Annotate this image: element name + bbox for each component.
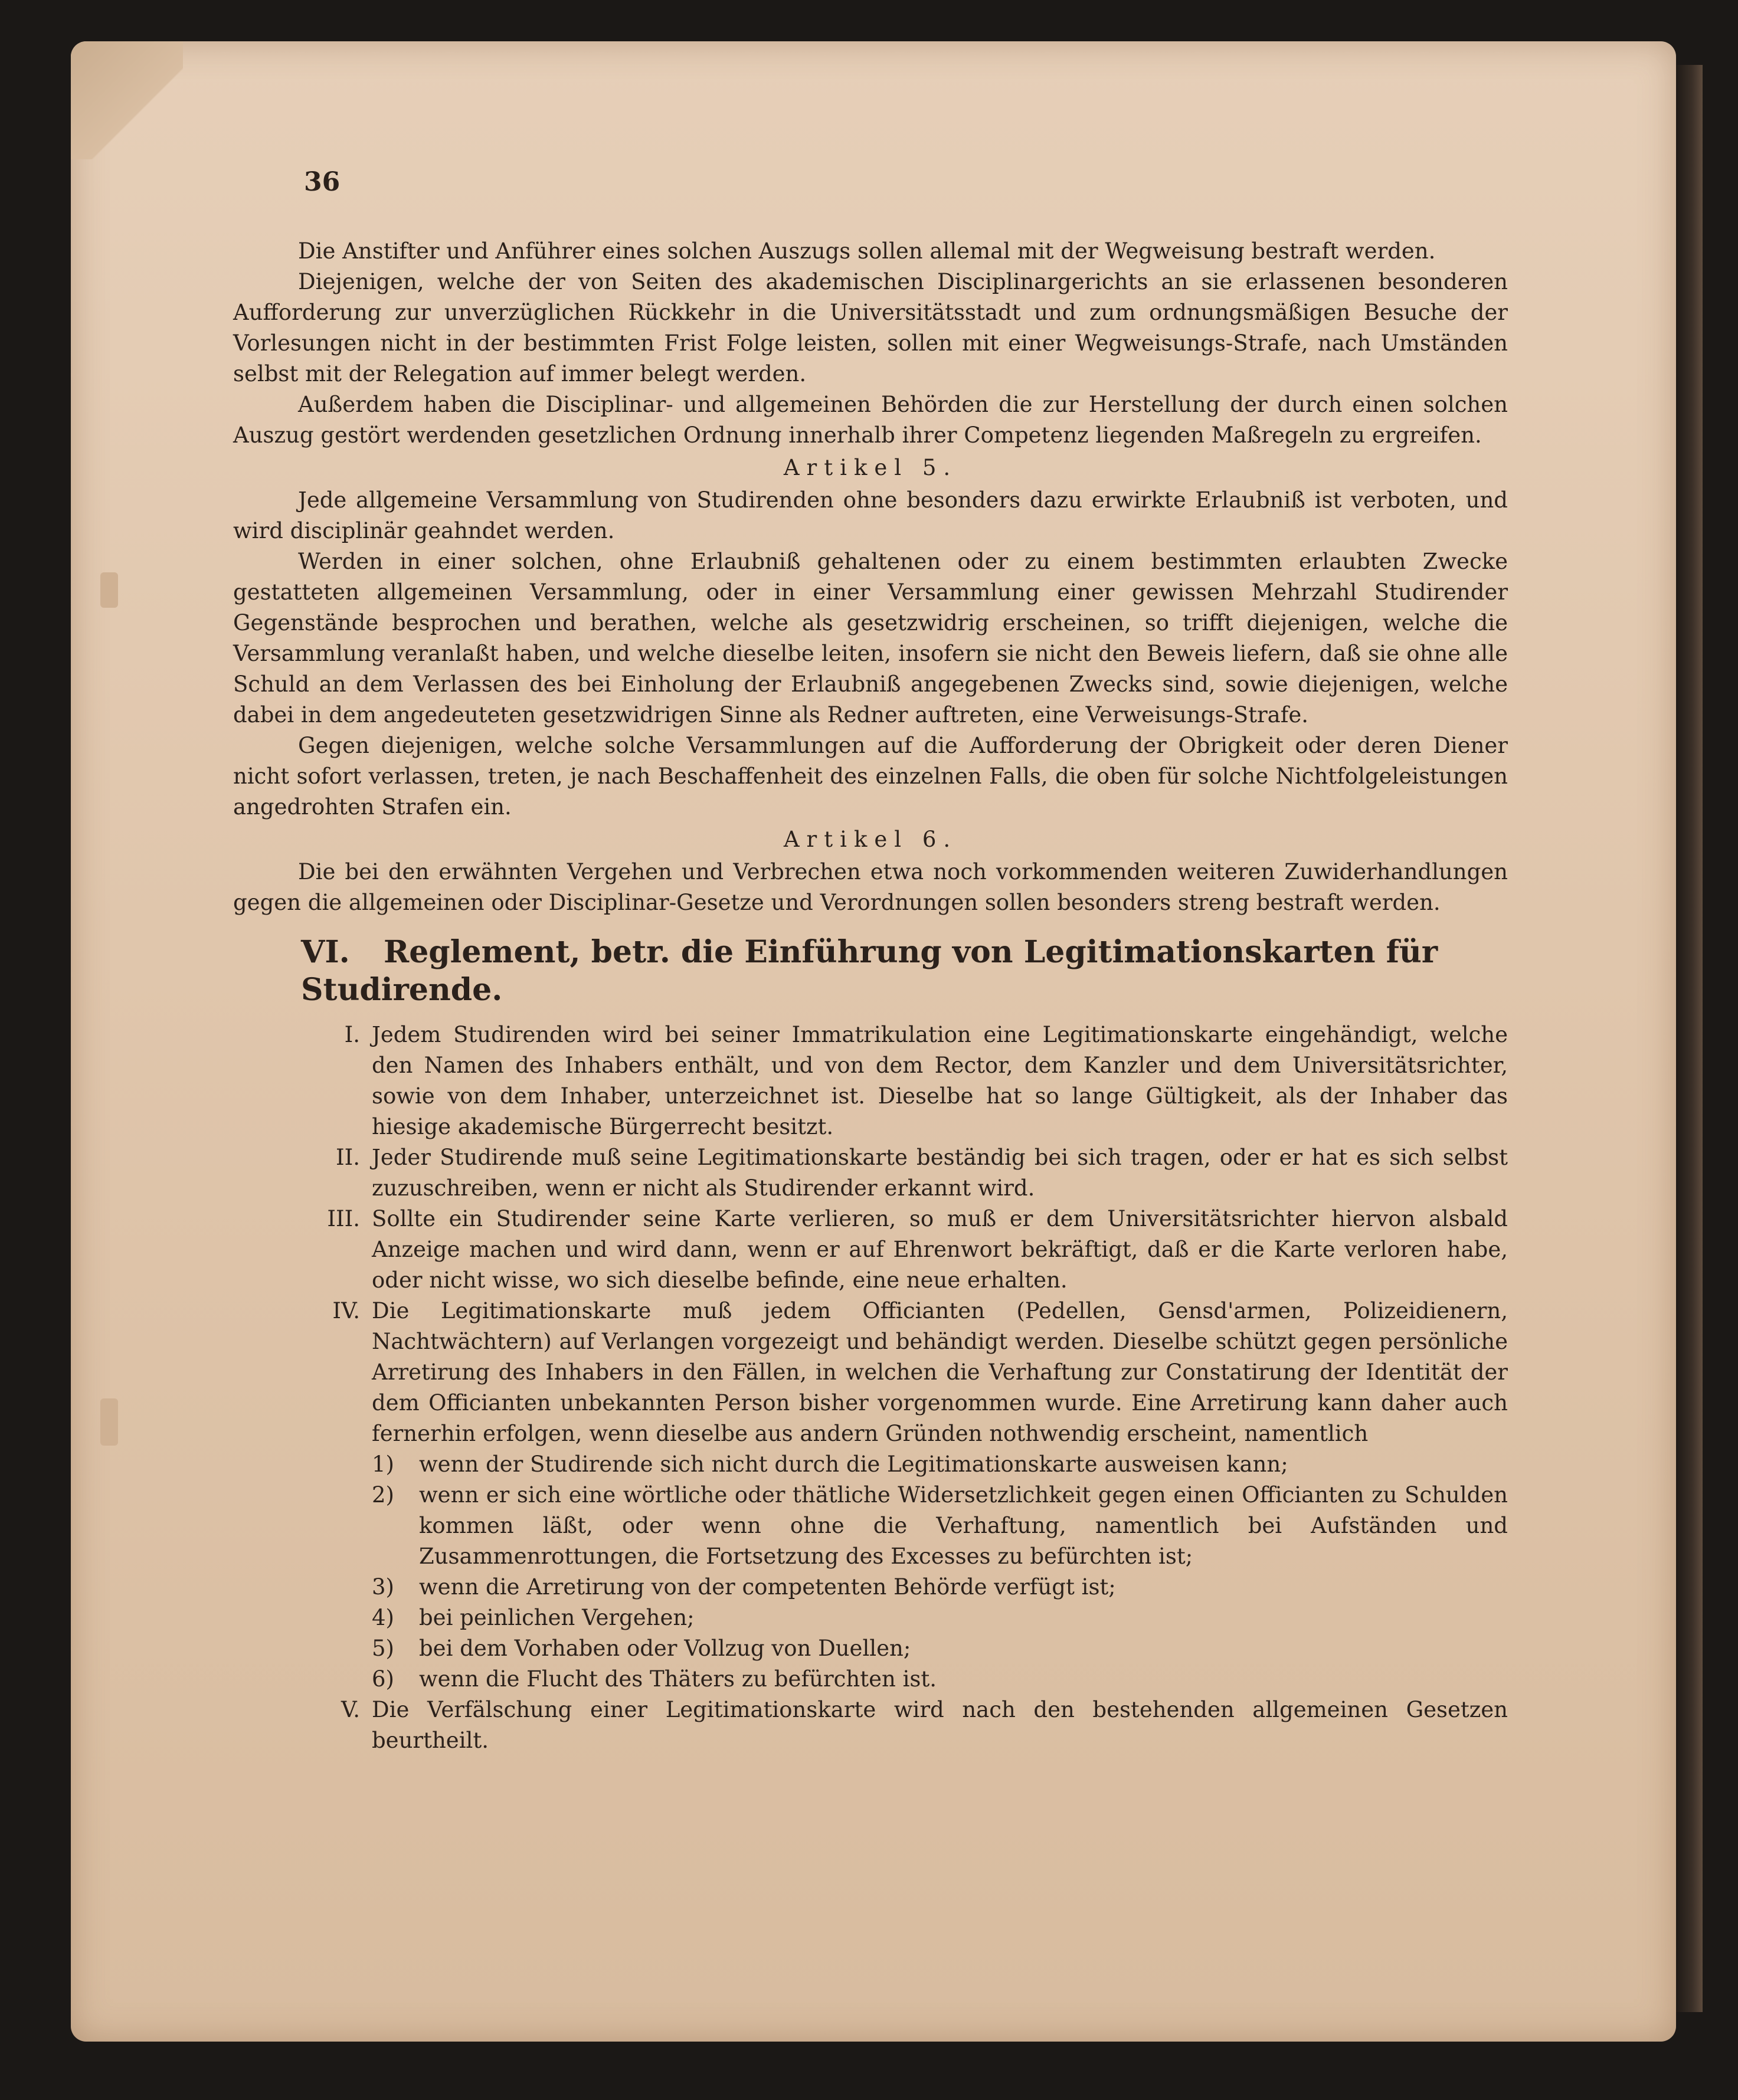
paragraph: Die Anstifter und Anführer eines solchen Auszugs sollen allemal mit der Wegweisung bestraft werden. [298,238,1436,264]
subitem-text: bei peinlichen Vergehen; [419,1605,695,1630]
item-number: I. [344,1022,360,1047]
page-content [233,165,1508,1756]
subitem-text: wenn die Flucht des Thäters zu befürchten ist. [419,1666,937,1692]
subitem-text: bei dem Vorhaben oder Vollzug von Duellen; [419,1636,911,1661]
page-number: 36 [304,167,341,197]
section-heading [233,933,1508,1009]
sub-list-item [233,1664,1508,1695]
item-number: IV. [332,1298,360,1323]
item-text: Sollte ein Studirender seine Karte verlieren, so muß er dem Universitätsrichter hiervon alsbald Anzeige machen und wird dann, wenn er auf Ehrenwort bekräftigt, daß er die Karte verloren habe, oder nicht wisse, wo sich dieselbe befinde, eine neue erhalten. [372,1206,1508,1293]
item-text: Die Verfälschung einer Legitimationskarte wird nach den bestehenden allgemeinen Gesetzen beurtheilt. [372,1697,1508,1753]
article-5-heading: Artikel 5. [783,455,958,480]
page-edge-tear [100,1398,118,1446]
subitem-number: 2) [372,1482,394,1508]
subitem-number: 5) [372,1636,394,1661]
paragraph: Jede allgemeine Versammlung von Studirenden ohne besonders dazu erwirkte Erlaubniß ist verboten, und wird disciplinär geahndet werden. [233,487,1508,543]
list-item [233,1142,1508,1204]
item-number: III. [327,1206,360,1231]
item-text: Jedem Studirenden wird bei seiner Immatrikulation eine Legitimationskarte eingehändigt, welche den Namen des Inhabers enthält, und von dem Rector, dem Kanzler und dem Universitätsrichter, sowie von dem Inhaber, unterzeichnet ist. Dieselbe hat so lange Gültigkeit, als der Inhaber das hiesige akademische Bürgerrecht besitzt. [372,1022,1508,1139]
list-item [233,1204,1508,1296]
sub-list-item [233,1633,1508,1664]
list-item [233,1296,1508,1449]
paragraph: Werden in einer solchen, ohne Erlaubniß gehaltenen oder zu einem bestimmten erlaubten Zwecke gestatteten allgemeinen Versammlung, oder in einer Versammlung einer gewissen Mehrzahl Studirender Gegenstände besprochen und berathen, welche als gesetzwidrig erscheinen, so trifft diejenigen, welche die Versammlung veranlaßt haben, und welche dieselbe leiten, insofern sie nicht den Beweis liefern, daß sie ohne alle Schuld an dem Verlassen des bei Einholung der Erlaubniß angegebenen Zwecks sind, sowie diejenigen, welche dabei in dem angedeuteten gesetzwidrigen Sinne als Redner auftreten, eine Verweisungs-Strafe. [233,549,1508,728]
subitem-number: 1) [372,1452,394,1477]
item-number: V. [341,1697,360,1722]
list-item [233,1020,1508,1142]
paragraph: Diejenigen, welche der von Seiten des akademischen Disciplinargerichts an sie erlassenen besonderen Aufforderung zur unverzüglichen Rückkehr in die Universitätsstadt und zum ordnungsmäßigen Besuche der Vorlesungen nicht in der bestimmten Frist Folge leisten, sollen mit einer Wegweisungs-Strafe, nach Umständen selbst mit der Relegation auf immer belegt werden. [233,269,1508,386]
subitem-text: wenn er sich eine wörtliche oder thätliche Widersetzlichkeit gegen einen Officianten zu Schulden kommen läßt, oder wenn ohne die Verhaftung, namentlich bei Aufständen und Zusammenrottungen, die Fortsetzung des Excesses zu befürchten ist; [419,1482,1508,1569]
paragraph: Gegen diejenigen, welche solche Versammlungen auf die Aufforderung der Obrigkeit oder deren Diener nicht sofort verlassen, treten, je nach Beschaffenheit des einzelnen Falls, die oben für solche Nichtfolgeleistungen angedrohten Strafen ein. [233,733,1508,820]
item-text: Jeder Studirende muß seine Legitimationskarte beständig bei sich tragen, oder er hat es sich selbst zuzuschreiben, wenn er nicht als Studirender erkannt wird. [372,1145,1508,1201]
item-text: Die Legitimationskarte muß jedem Officianten (Pedellen, Gensd'armen, Polizeidienern, Nachtwächtern) auf Verlangen vorgezeigt und behändigt werden. Dieselbe schützt gegen persönliche Arretirung des Inhabers in den Fällen, in welchen die Verhaftung zur Constatirung der Identität der dem Officianten unbekannten Person bisher vorgenommen wurde. Eine Arretirung kann daher auch fernerhin erfolgen, wenn dieselbe aus andern Gründen nothwendig erscheint, namentlich [372,1298,1508,1446]
subitem-text: wenn die Arretirung von der competenten Behörde verfügt ist; [419,1574,1116,1600]
subitem-text: wenn der Studirende sich nicht durch die Legitimationskarte ausweisen kann; [419,1452,1288,1477]
section-number: VI. [301,934,350,970]
subitem-number: 3) [372,1574,394,1600]
paragraph: Außerdem haben die Disciplinar- und allgemeinen Behörden die zur Herstellung der durch einen solchen Auszug gestört werdenden gesetzlichen Ordnung innerhalb ihrer Competenz liegenden Maßregeln zu ergreifen. [233,392,1508,448]
item-number: II. [336,1145,360,1170]
section-title: Reglement, betr. die Einführung von Legitimationskarten für Studirende. [301,934,1438,1008]
sub-list-item [233,1603,1508,1633]
subitem-number: 4) [372,1605,394,1630]
sub-list-item [233,1449,1508,1480]
paragraph: Die bei den erwähnten Vergehen und Verbrechen etwa noch vorkommenden weiteren Zuwiderhandlungen gegen die allgemeinen oder Disciplinar-Gesetze und Verordnungen sollen besonders streng bestraft werden. [233,859,1508,915]
page-edge-tear [100,572,118,608]
subitem-number: 6) [372,1666,394,1692]
sub-list-item [233,1480,1508,1572]
article-6-heading: Artikel 6. [783,827,958,852]
list-item [233,1695,1508,1756]
sub-list-item [233,1572,1508,1603]
